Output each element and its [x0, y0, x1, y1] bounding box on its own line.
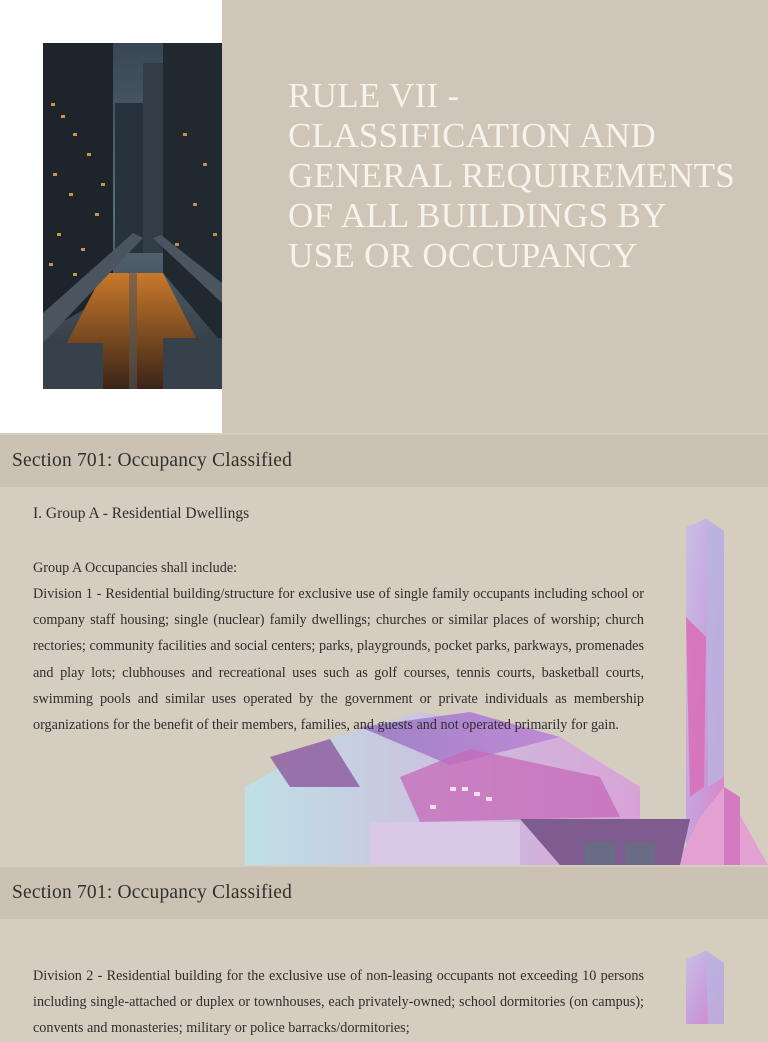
city-skyline-photo [43, 43, 222, 389]
section-header-bar [0, 435, 768, 487]
division-2-text: Division 2 - Residential building for the exclusive use of non-leasing occupants not exceeding 10 persons including single-attached or duplex or townhouses, each privately-owned; school dormitories (on campus); convents and monasteries; military or police barracks/dormitories; [33, 968, 644, 1037]
section-header-text: Section 701: Occupancy Classified [12, 450, 293, 471]
slide-title: RULE VII - CLASSIFICATION AND GENERAL REQUIREMENTS OF ALL BUILDINGS BY USE OR OCCUPANCY [288, 76, 736, 275]
division-1-text: Division 1 - Residential building/structure for exclusive use of single family occupants including school or company staff housing; single (nuclear) family dwellings; churches or similar places of worship; church rectories; community facilities and social centers; parks, playgrounds, pocket parks, parkways, promenades and play lots; clubhouses and recreational uses such as golf courses, tennis courts, basketball courts, swimming pools and similar uses operated by the government or private individuals as membership organizations for the benefit of their members, families, and guests and not operated primarily for gain. [33, 586, 644, 734]
section-header-text: Section 701: Occupancy Classified [12, 882, 293, 903]
intro-line: Group A Occupancies shall include: [33, 560, 238, 576]
content-slide-division-2 [0, 919, 768, 1037]
section-header-bar [0, 867, 768, 919]
group-heading: I. Group A - Residential Dwellings [33, 505, 250, 522]
content-slide-group-a [0, 487, 768, 865]
title-slide [0, 0, 768, 433]
